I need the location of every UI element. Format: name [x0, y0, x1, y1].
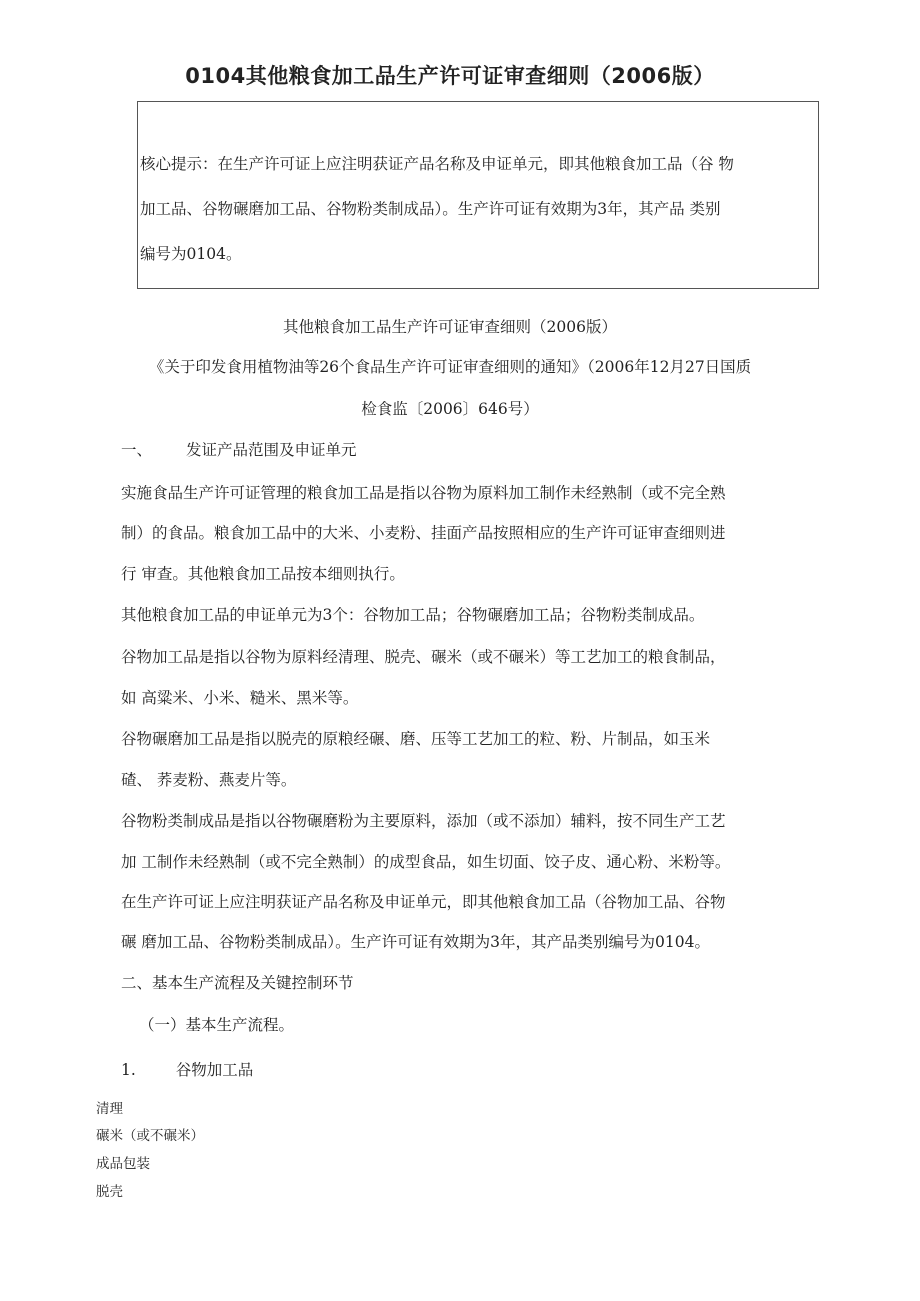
paragraph-2: 其他粮食加工品的申证单元为3个：谷物加工品；谷物碾磨加工品；谷物粉类制成品。	[121, 606, 705, 624]
paragraph-4-line-1: 谷物碾磨加工品是指以脱壳的原粮经碾、磨、压等工艺加工的粒、粉、片制品，如玉米	[121, 730, 711, 748]
item-1-heading	[121, 1058, 253, 1080]
section-2-heading: 二、基本生产流程及关键控制环节	[121, 974, 354, 992]
paragraph-6-line-1: 在生产许可证上应注明获证产品名称及申证单元，即其他粮食加工品（谷物加工品、谷物	[121, 893, 726, 911]
section-1-title: 发证产品范围及申证单元	[186, 441, 357, 459]
document-title: 0104其他粮食加工品生产许可证审查细则（2006版）	[185, 64, 715, 88]
flow-step-hull: 脱壳	[96, 1184, 123, 1200]
notice-line-2: 检食监〔2006〕646号）	[361, 400, 539, 418]
core-tip-line-2: 加工品、谷物碾磨加工品、谷物粉类制成品）。生产许可证有效期为3年，其产品 类别	[140, 200, 721, 218]
section-1-number: 一、	[121, 441, 153, 459]
paragraph-3-line-2: 如 高粱米、小米、糙米、黑米等。	[121, 689, 359, 707]
flow-step-mill: 碾米（或不碾米）	[96, 1128, 204, 1144]
item-1-number: 1.	[121, 1061, 136, 1079]
flow-step-package: 成品包装	[96, 1156, 150, 1172]
item-1-label: 谷物加工品	[175, 1061, 254, 1079]
section-1-heading	[121, 438, 357, 460]
paragraph-3-line-1: 谷物加工品是指以谷物为原料经清理、脱壳、碾米（或不碾米）等工艺加工的粮食制品，	[121, 648, 726, 666]
flow-step-clean: 清理	[96, 1101, 123, 1117]
paragraph-5-line-2: 加 工制作未经熟制（或不完全熟制）的成型食品，如生切面、饺子皮、通心粉、米粉等。	[121, 853, 731, 871]
paragraph-6-line-2: 碾 磨加工品、谷物粉类制成品）。生产许可证有效期为3年，其产品类别编号为0104。	[121, 933, 710, 951]
core-tip-box	[137, 101, 819, 289]
paragraph-1-line-1: 实施食品生产许可证管理的粮食加工品是指以谷物为原料加工制作未经熟制（或不完全熟	[121, 484, 726, 502]
core-tip-line-3: 编号为0104。	[140, 245, 242, 263]
subtitle: 其他粮食加工品生产许可证审查细则（2006版）	[283, 318, 617, 336]
paragraph-5-line-1: 谷物粉类制成品是指以谷物碾磨粉为主要原料，添加（或不添加）辅料，按不同生产工艺	[121, 812, 726, 830]
paragraph-4-line-2: 碴、 荞麦粉、燕麦片等。	[121, 771, 297, 789]
core-tip-line-1: 核心提示：在生产许可证上应注明获证产品名称及申证单元，即其他粮食加工品（谷 物	[140, 155, 734, 173]
paragraph-1-line-2: 制）的食品。粮食加工品中的大米、小麦粉、挂面产品按照相应的生产许可证审查细则进	[121, 524, 726, 542]
paragraph-1-line-3: 行 审查。其他粮食加工品按本细则执行。	[121, 565, 405, 583]
section-2-sub-1: （一）基本生产流程。	[139, 1016, 295, 1034]
notice-line-1: 《关于印发食用植物油等26个食品生产许可证审查细则的通知》（2006年12月27日国质	[148, 358, 752, 376]
